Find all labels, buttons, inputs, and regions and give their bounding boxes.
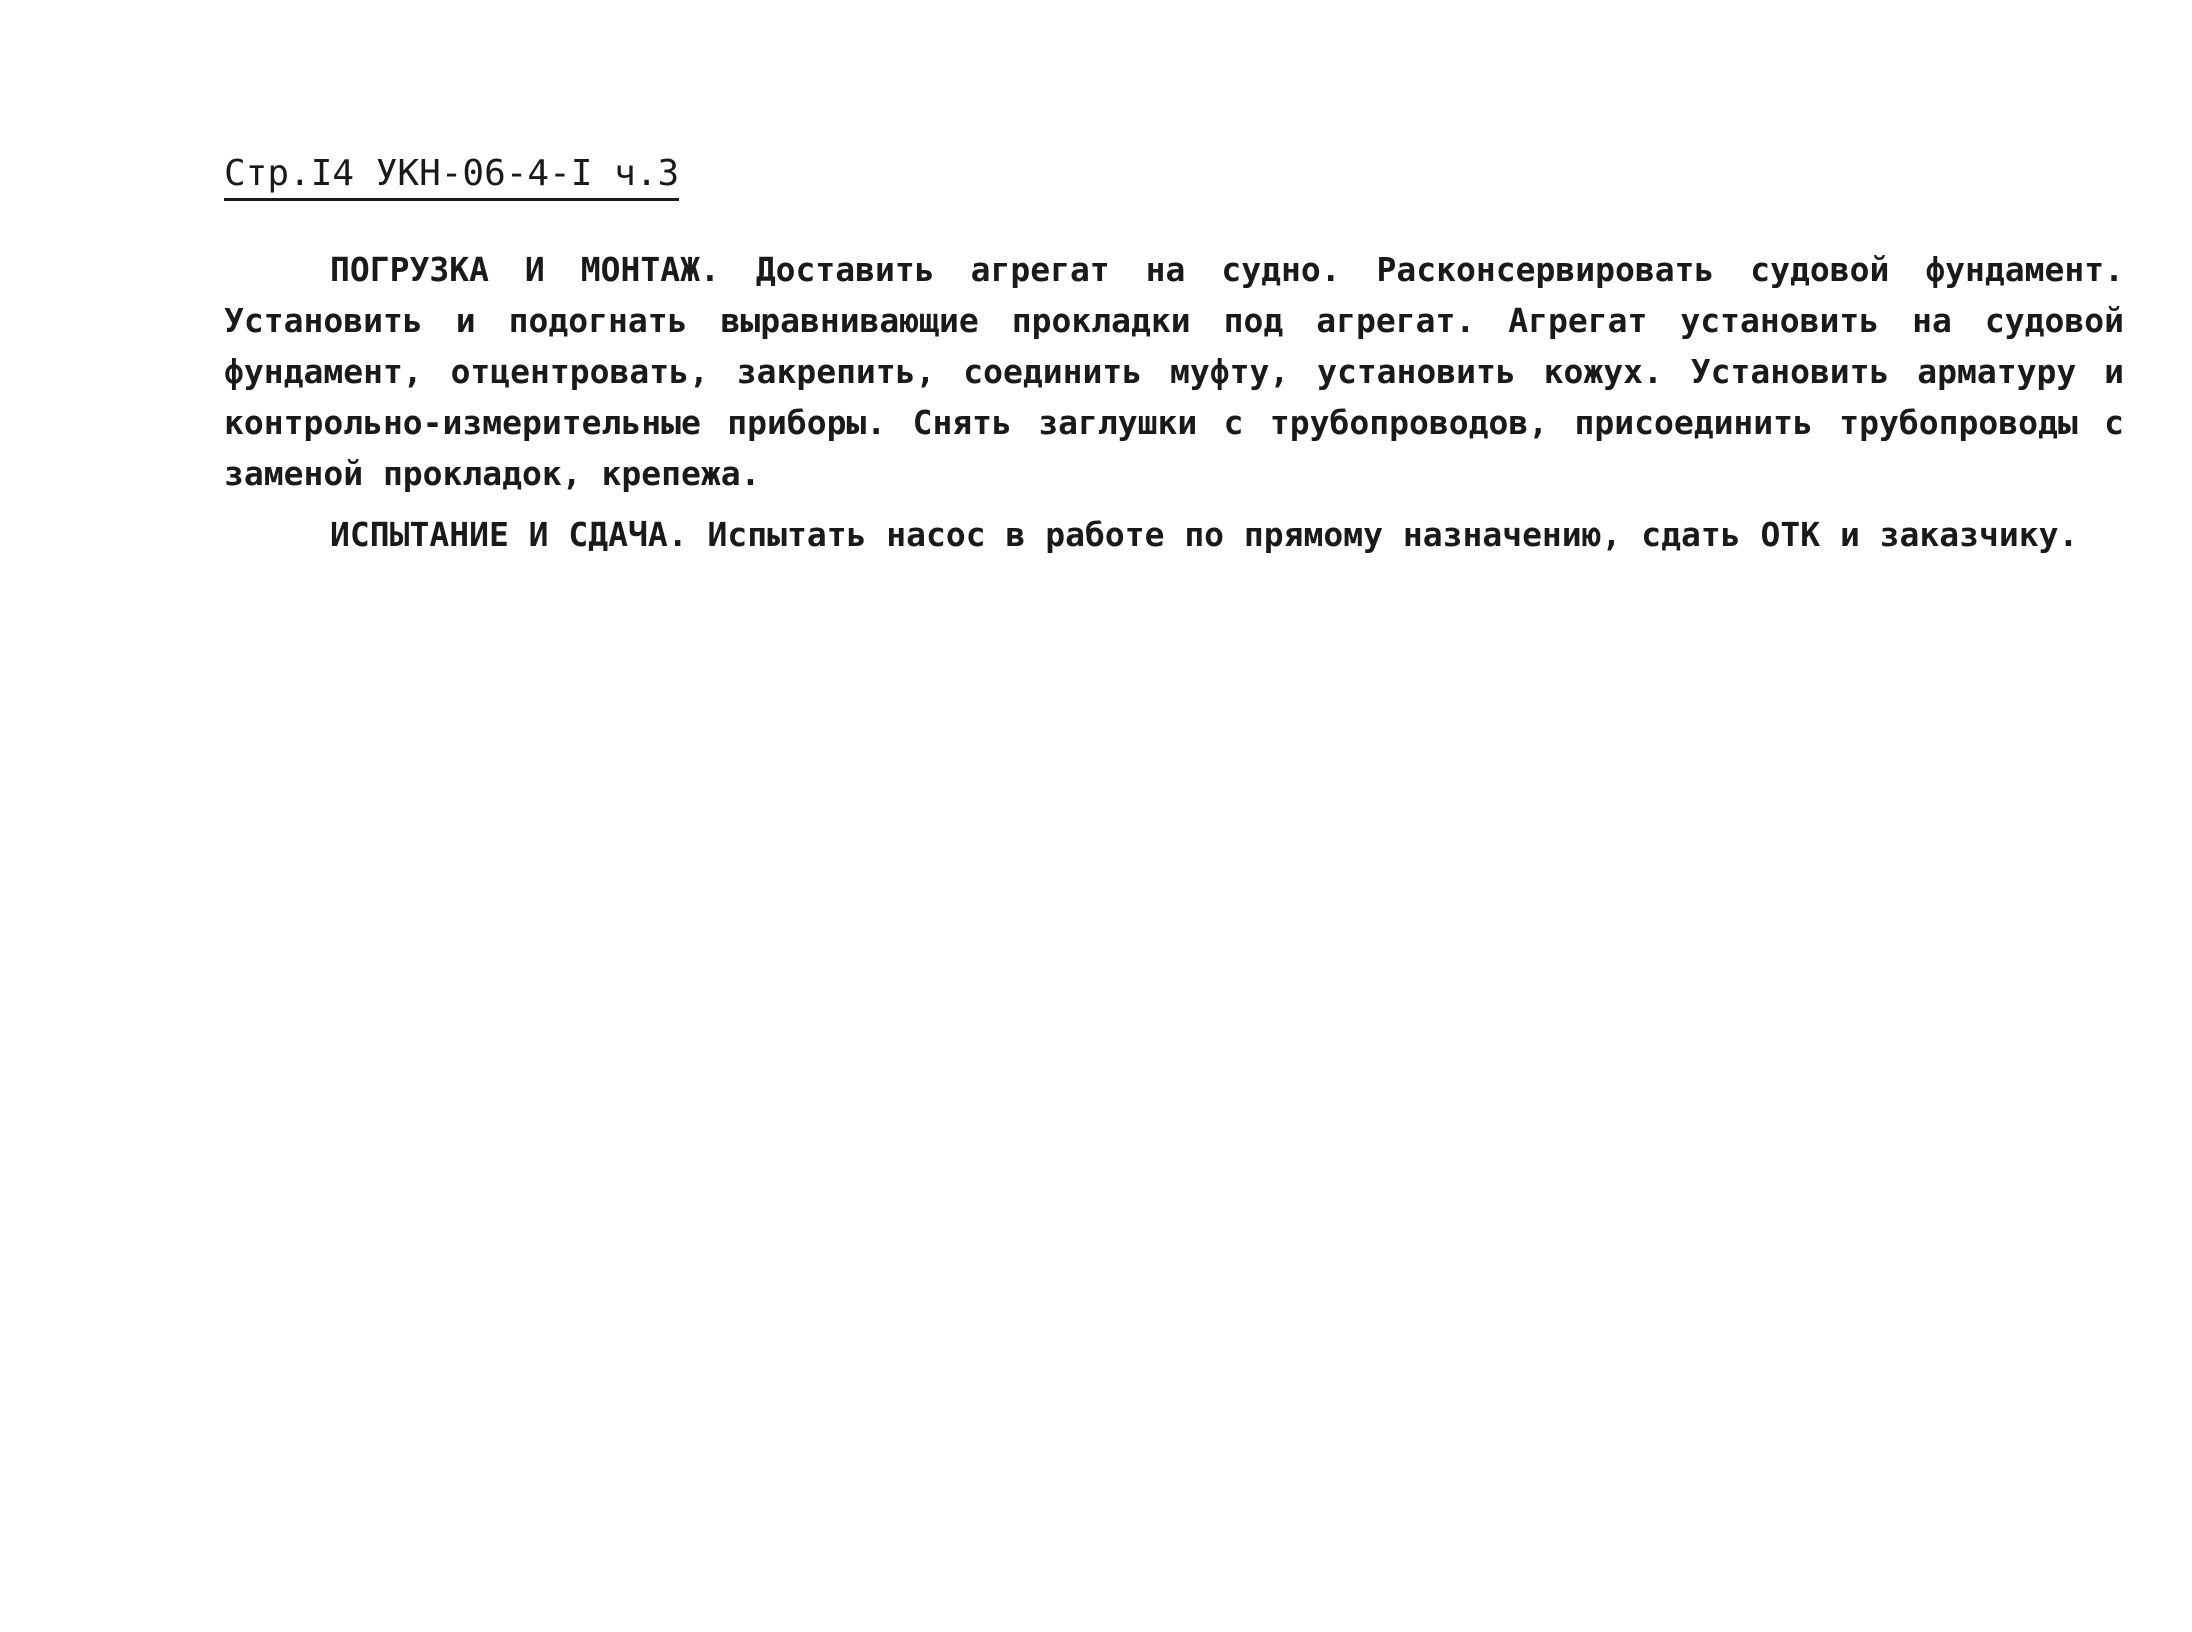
section-heading-testing: ИСПЫТАНИЕ И СДАЧА. — [330, 515, 688, 554]
document-body — [224, 244, 2124, 560]
paragraph-text-testing: Испытать насос в работе по прямому назначению, сдать ОТК и заказчику. — [687, 515, 2079, 554]
paragraph-text-installation: Доставить агрегат на судно. Расконсервировать судовой фундамент. Установить и подогнать выравнивающие прокладки под агрегат. Агрегат установить на судовой фундамент, отцентровать, закрепить, соединить муфту, установить кожух. Установить арматуру и контрольно-измерительные приборы. Снять заглушки с трубопроводов, присоединить трубопроводы с заменой прокладок, крепежа. — [224, 250, 2124, 493]
page-header: Стр.I4 УКН-06-4-I ч.3 — [224, 152, 679, 201]
section-heading-installation: ПОГРУЗКА И МОНТАЖ. — [330, 250, 720, 289]
paragraph-installation — [224, 244, 2124, 499]
paragraph-testing — [224, 509, 2124, 560]
